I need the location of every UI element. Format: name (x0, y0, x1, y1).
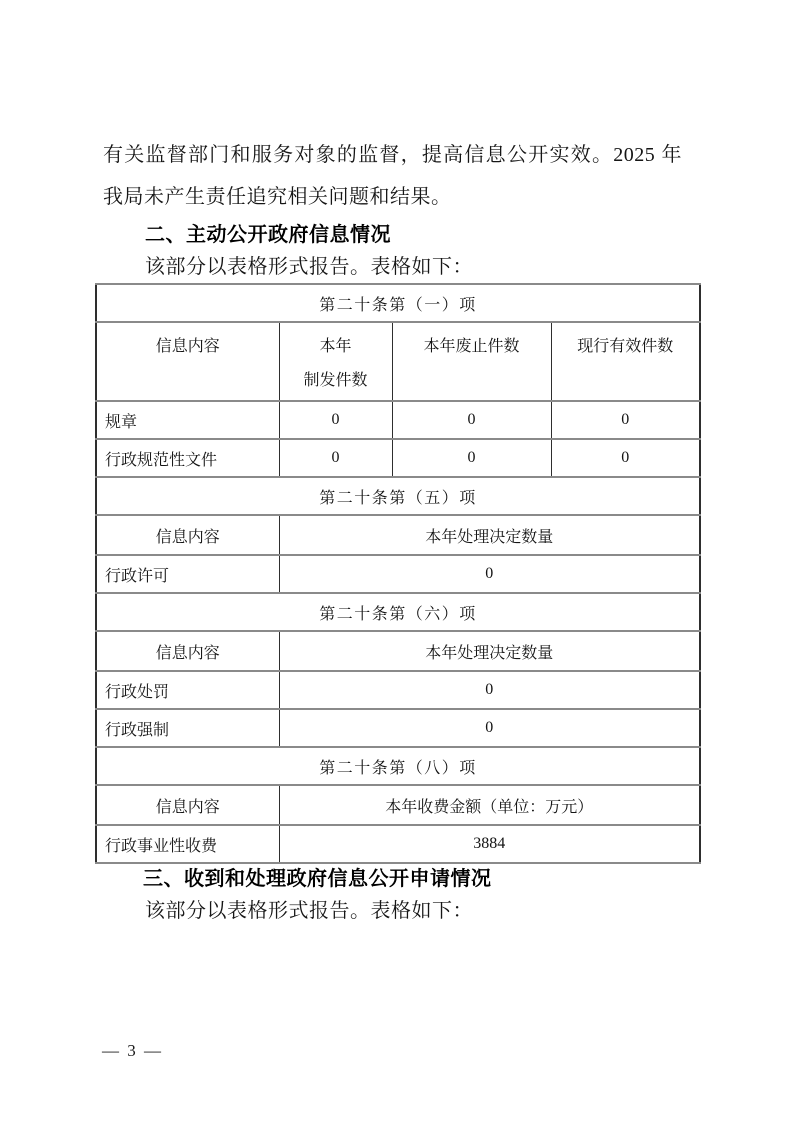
section-two-heading: 二、主动公开政府信息情况 (145, 224, 391, 246)
table-row (96, 401, 700, 439)
header-issued-line-2: 制发件数 (303, 372, 368, 389)
fees-value: 3884 (279, 825, 700, 863)
table-row (96, 555, 700, 593)
effective-value: 0 (551, 439, 700, 477)
header-effective-count: 现行有效件数 (551, 322, 700, 401)
table-header-row (96, 631, 700, 671)
header-info-content: 信息内容 (96, 515, 279, 555)
row-label: 行政处罚 (96, 671, 279, 709)
part-five-title: 第二十条第（五）项 (96, 477, 700, 515)
section-two-lead: 该部分以表格形式报告。表格如下： (145, 256, 473, 278)
header-info-content: 信息内容 (96, 322, 279, 401)
header-fees-amount: 本年收费金额（单位：万元） (279, 785, 700, 825)
header-issued-count (279, 322, 392, 401)
table-section-row (96, 747, 700, 785)
table-header-row (96, 322, 700, 401)
part-one-title: 第二十条第（一）项 (96, 284, 700, 322)
row-label: 行政强制 (96, 709, 279, 747)
table-section-row (96, 593, 700, 631)
table-section-row (96, 477, 700, 515)
row-label: 行政规范性文件 (96, 439, 279, 477)
paragraph-line-1: 有关监督部门和服务对象的监督，提高信息公开实效。2025 年 (103, 144, 682, 166)
table-section-row (96, 284, 700, 322)
table-row (96, 671, 700, 709)
paragraph-line-2: 我局未产生责任追究相关问题和结果。 (103, 186, 452, 208)
page-number: — 3 — (102, 1041, 163, 1060)
part-six-title: 第二十条第（六）项 (96, 593, 700, 631)
active-disclosure-table (95, 283, 701, 864)
decisions-value: 0 (279, 709, 700, 747)
header-issued-line-1: 本年 (319, 338, 352, 355)
header-repealed-count: 本年废止件数 (392, 322, 551, 401)
header-info-content: 信息内容 (96, 785, 279, 825)
table-header-row (96, 515, 700, 555)
table-row (96, 709, 700, 747)
header-decisions-count: 本年处理决定数量 (279, 515, 700, 555)
part-eight-title: 第二十条第（八）项 (96, 747, 700, 785)
issued-value: 0 (279, 401, 392, 439)
effective-value: 0 (551, 401, 700, 439)
table-header-row (96, 785, 700, 825)
repealed-value: 0 (392, 401, 551, 439)
closing-paragraph (103, 134, 682, 218)
decisions-value: 0 (279, 555, 700, 593)
repealed-value: 0 (392, 439, 551, 477)
header-info-content: 信息内容 (96, 631, 279, 671)
issued-value: 0 (279, 439, 392, 477)
header-decisions-count: 本年处理决定数量 (279, 631, 700, 671)
table-row (96, 439, 700, 477)
section-three-lead: 该部分以表格形式报告。表格如下： (145, 900, 473, 922)
decisions-value: 0 (279, 671, 700, 709)
table-row (96, 825, 700, 863)
row-label: 行政许可 (96, 555, 279, 593)
row-label: 行政事业性收费 (96, 825, 279, 863)
section-three-heading: 三、收到和处理政府信息公开申请情况 (143, 868, 492, 890)
row-label: 规章 (96, 401, 279, 439)
